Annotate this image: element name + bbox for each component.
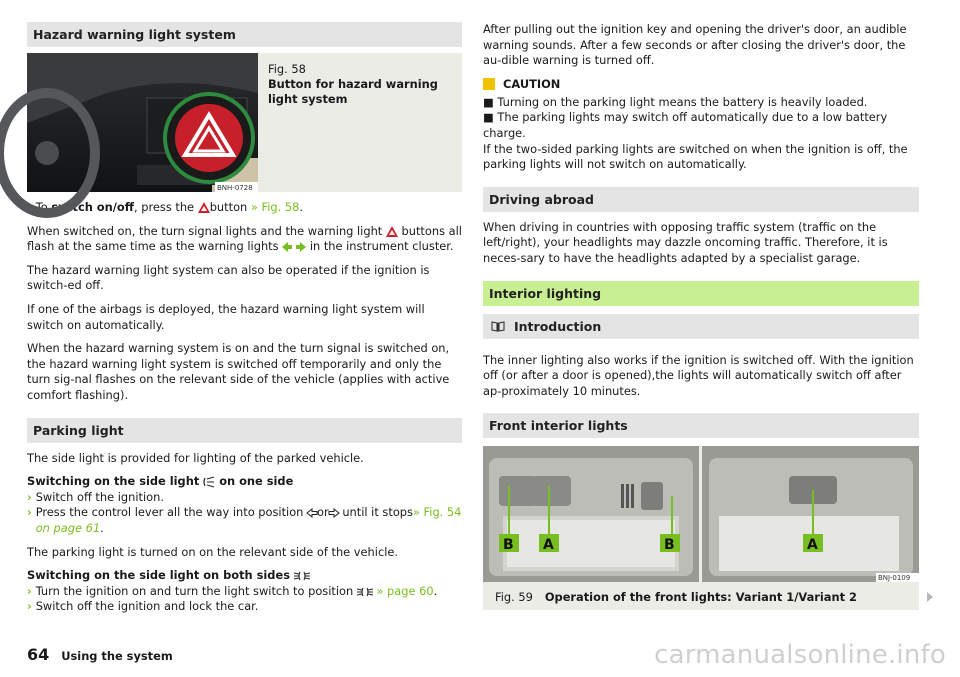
figure-59-number: Fig. 59 — [495, 590, 533, 605]
caution-icon — [483, 78, 495, 90]
figure-58 — [27, 53, 462, 192]
section-interior-title: Interior lighting — [483, 281, 919, 306]
paragraph-side-light: The side light is provided for lighting of the parked vehicle. — [27, 450, 364, 465]
page-60-link[interactable]: » page 60 — [376, 583, 434, 598]
arrow-icon: › — [27, 505, 32, 520]
figure-58-caption — [258, 53, 462, 192]
figure-59-caption — [495, 590, 857, 604]
front-lights-photo — [483, 446, 919, 582]
section-parking-title: Parking light — [27, 418, 462, 443]
arrow-icon: › — [27, 583, 32, 598]
figure-59-code: BNJ-0109 — [878, 574, 911, 583]
turn-signal-icon — [282, 242, 306, 252]
figure-58-title: Button for hazard warning light system — [268, 77, 438, 106]
book-icon — [491, 321, 505, 332]
label-a-1: A — [543, 537, 554, 554]
heading-one-side: Switching on the side light on one side — [27, 474, 294, 489]
page-61-link[interactable]: on page 61 — [35, 520, 101, 535]
figure-58-number: Fig. 58 — [268, 62, 306, 76]
arrow-icon: › — [27, 599, 32, 614]
section-abroad-title: Driving abroad — [483, 187, 919, 212]
figure-59 — [483, 446, 919, 610]
figure-58-code: BNH-0728 — [217, 184, 253, 192]
hazard-triangle-icon — [198, 202, 210, 213]
paragraph-audible-warning: After pulling out the ignition key and opening the driver's door, an audible warning sounds. After a few seconds or after closing the driver's door, the au-dible warning is turned off. — [483, 22, 907, 68]
heading-both-sides: Switching on the side light on both sides — [27, 568, 462, 584]
page-number: 64 — [27, 645, 50, 664]
section-hazard-title: Hazard warning light system — [27, 22, 462, 47]
step-press-lever: › Press the control lever all the way into position or until it stops» Fig. 54 on page 61. — [27, 505, 462, 535]
caution-item-two-sided: If the two-sided parking lights are switched on when the ignition is off, the parking lights will not switch on automatically. — [483, 141, 908, 172]
caution-item-battery: ■ Turning on the parking light means the battery is heavily loaded. — [483, 94, 868, 109]
introduction-heading: Introduction — [483, 314, 919, 339]
chapter-title: Using the system — [61, 649, 173, 663]
caution-item-low-charge: ■ The parking lights may switch off automatically due to a low battery charge. — [483, 110, 888, 140]
left-lever-icon — [307, 508, 317, 518]
watermark: carmanualsonline.info — [654, 640, 946, 670]
label-a-2: A — [807, 537, 818, 554]
instruction-line: › To switch on/off, press the button » Fig. 58. — [27, 200, 303, 214]
section-front-lights-title: Front interior lights — [483, 413, 919, 438]
step-switch-off-ignition: › Switch off the ignition. — [27, 489, 164, 504]
both-side-light-icon — [294, 571, 310, 581]
arrow-icon: › — [27, 489, 32, 504]
fig-54-link[interactable]: » Fig. 54 — [412, 505, 462, 520]
page-footer — [27, 645, 173, 664]
figure-59-title: Operation of the front lights: Variant 1/Variant 2 — [544, 590, 857, 605]
label-b-2: B — [664, 537, 675, 554]
dashboard-photo — [27, 53, 258, 192]
paragraph-ignition-off: The hazard warning light system can also be operated if the ignition is switch-ed off. — [27, 262, 430, 293]
step-lock-car: › Switch off the ignition and lock the car. — [27, 599, 259, 614]
step-turn-ignition-on: › Turn the ignition on and turn the light switch to position » page 60. — [27, 583, 438, 598]
paragraph-turn-signal: When the hazard warning system is on and the turn signal is switched on, the hazard warning light system is switched off temporarily and only the turn sig-nal flashes on the relevant side of the vehicle (applies with active comfort flashing). — [27, 341, 450, 402]
light-switch-position-icon — [357, 587, 373, 597]
caution-heading: CAUTION — [483, 77, 919, 91]
hazard-warning-icon — [386, 226, 398, 237]
label-b-1: B — [503, 537, 514, 554]
paragraph-airbags: If one of the airbags is deployed, the hazard warning light system will switch on automatically. — [27, 301, 425, 332]
paragraph-relevant-side: The parking light is turned on on the relevant side of the vehicle. — [27, 544, 398, 559]
paragraph-switch-on: When switched on, the turn signal lights and the warning light buttons all flash at the same time as the warning lights in the instrument cluster. — [27, 223, 462, 254]
figure-58-photo — [27, 53, 258, 192]
left-column — [27, 22, 462, 615]
parking-light-icon — [203, 477, 215, 487]
right-column — [483, 22, 919, 610]
fig-58-link[interactable]: » Fig. 58 — [250, 200, 300, 214]
right-lever-icon — [329, 508, 339, 518]
paragraph-abroad: When driving in countries with opposing traffic system (traffic on the left/right), your headlights may dazzle oncoming traffic. Therefore, it is neces-sary to have the headlights adapted by a specialist garage. — [483, 219, 888, 265]
continue-triangle-icon — [927, 592, 933, 602]
arrow-icon: › — [27, 200, 32, 214]
figure-59-photos — [483, 446, 919, 582]
paragraph-inner-lighting: The inner lighting also works if the ignition is switched off. With the ignition off (or after a door is opened),the lights will automatically switch off after ap-proximately 10 minutes. — [483, 352, 914, 398]
